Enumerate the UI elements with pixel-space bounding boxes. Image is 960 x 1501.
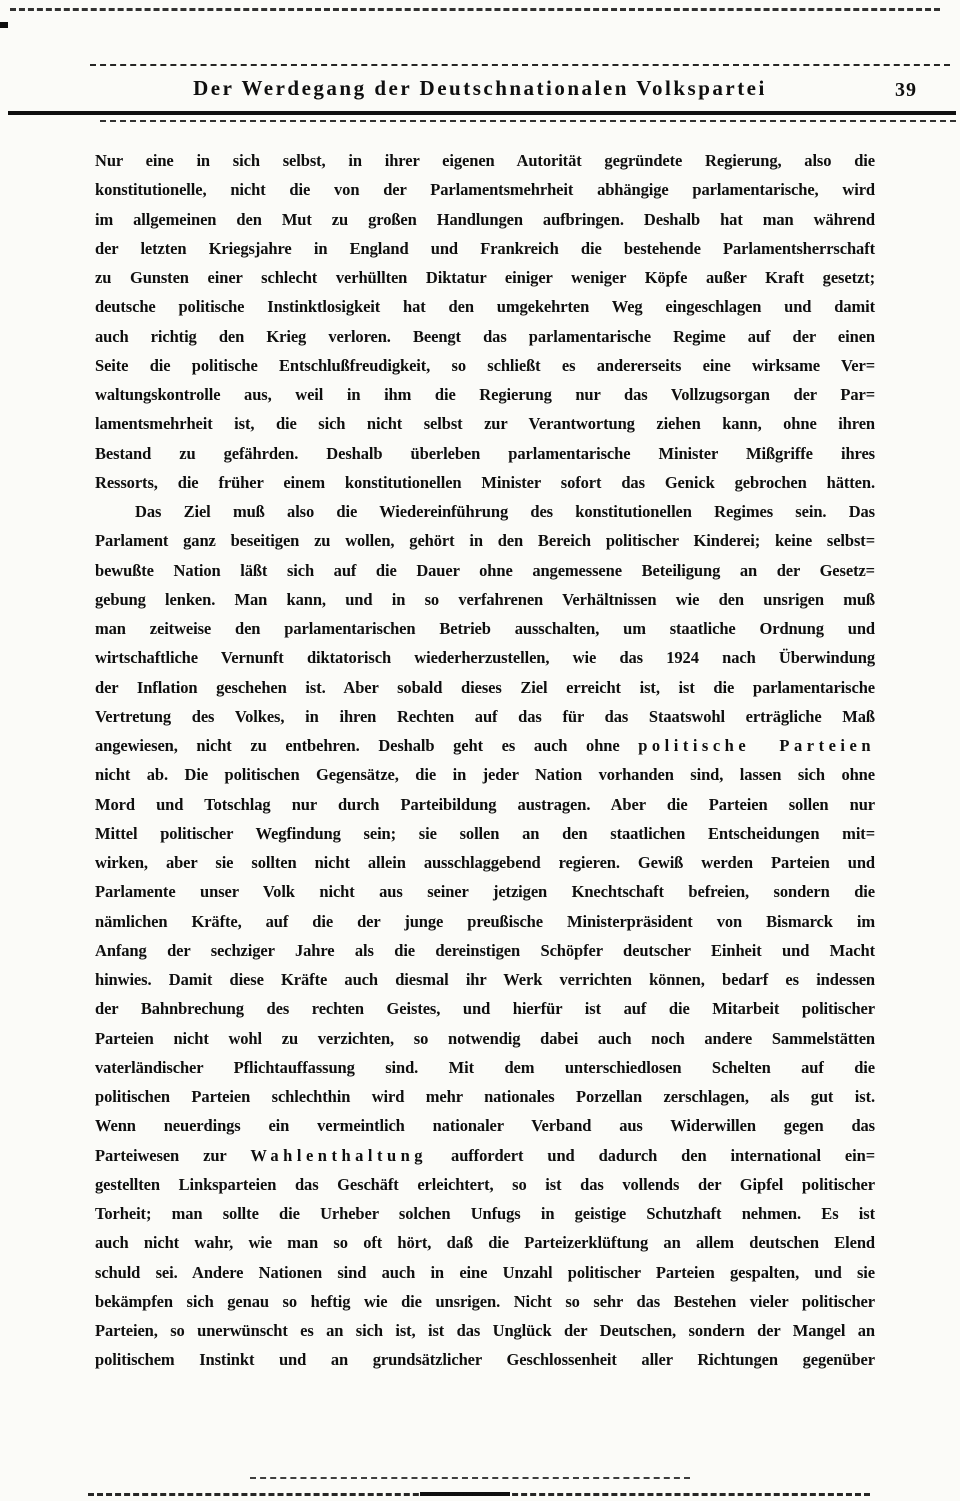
text-segment: der letzten Kriegsjahre in England und Frankreich die bestehende Parlamentsherrschaft	[95, 238, 875, 258]
text-segment: auch richtig den Krieg verloren. Beengt das parlamentarische Regime auf der einen	[95, 326, 875, 346]
text-segment: politischem Instinkt und an grundsätzlicher Geschlossenheit aller Richtungen gegenüber	[95, 1350, 875, 1370]
text-segment: Bestand zu gefährden. Deshalb überleben parlamentarische Minister Mißgriffe ihres	[95, 443, 875, 463]
text-segment: nicht ab. Die politischen Gegensätze, die in jeder Nation vorhanden sind, lassen sich ohne	[95, 765, 875, 785]
text-segment: deutsche politische Instinktlosigkeit hat den umgekehrten Weg eingeschlagen und damit	[95, 297, 875, 317]
text-line	[95, 497, 875, 526]
text-line	[95, 614, 875, 643]
text-segment: Parteiwesen zur	[95, 1145, 251, 1165]
text-line	[95, 1345, 875, 1374]
page-title: Der Werdegang der Deutschnationalen Volkspartei	[193, 76, 767, 100]
text-segment: lamentsmehrheit ist, die sich nicht selbst zur Verantwortung ziehen kann, ohne ihren	[95, 414, 875, 434]
text-line	[95, 994, 875, 1023]
text-line	[95, 1228, 875, 1257]
text-line	[95, 526, 875, 555]
text-segment: Parteien nicht wohl zu verzichten, so notwendig dabei auch noch andere Sammelstätten	[95, 1028, 875, 1048]
text-line	[95, 439, 875, 468]
text-segment: auch nicht wahr, wie man so oft hört, daß die Parteizerklüftung an allem deutschen Elend	[95, 1233, 875, 1253]
text-line	[95, 1199, 875, 1228]
text-line	[95, 1287, 875, 1316]
text-line	[95, 556, 875, 585]
text-line	[95, 760, 875, 789]
text-line	[95, 790, 875, 819]
text-segment: im allgemeinen den Mut zu großen Handlungen aufbringen. Deshalb hat man während	[95, 209, 875, 229]
text-line	[95, 585, 875, 614]
header-rule-thin	[90, 64, 950, 66]
text-segment: bekämpfen sich genau so heftig wie die unsrigen. Nicht so sehr das Bestehen vieler politischer	[95, 1291, 875, 1311]
text-segment: schuld sei. Andere Nationen sind auch in eine Unzahl politischer Parteien gespalten, und sie	[95, 1262, 875, 1282]
text-segment: vaterländischer Pflichtauffassung sind. Mit dem unterschiedlosen Schelten auf die	[95, 1057, 875, 1077]
body-text	[95, 146, 875, 1375]
text-segment: der Bahnbrechung des rechten Geistes, und hierfür ist auf die Mitarbeit politischer	[95, 999, 875, 1019]
text-line	[95, 643, 875, 672]
text-line	[95, 409, 875, 438]
text-line	[95, 819, 875, 848]
text-segment: Nur eine in sich selbst, in ihrer eigenen Autorität gegründete Regierung, also die	[95, 151, 875, 170]
scan-artifact-bottom	[250, 1477, 690, 1479]
text-segment: Das Ziel muß also die Wiedereinführung des konstitutionellen Regimes sein. Das	[135, 502, 875, 521]
text-line	[95, 1024, 875, 1053]
text-segment: Wenn neuerdings ein vermeintlich nationaler Verband aus Widerwillen gegen das	[95, 1116, 875, 1136]
running-header	[0, 76, 960, 110]
text-line	[95, 175, 875, 204]
text-segment: politischen Parteien schlechthin wird mehr nationales Porzellan zerschlagen, als gut ist.	[95, 1087, 875, 1106]
text-line	[95, 673, 875, 702]
page-number: 39	[895, 79, 917, 101]
text-line	[95, 907, 875, 936]
text-segment: Parteien, so unerwünscht es an sich ist, ist das Unglück der Deutschen, sondern der Mangel an	[95, 1321, 875, 1340]
text-segment: Ressorts, die früher einem konstitutionellen Minister sofort das Genick gebrochen hätten.	[95, 472, 875, 492]
emphasized-text: politische Parteien	[638, 736, 875, 755]
text-line	[95, 1170, 875, 1199]
text-line	[95, 848, 875, 877]
text-segment: Anfang der sechziger Jahre als die dereinstigen Schöpfer deutscher Einheit und Macht	[95, 940, 875, 960]
text-segment: Mittel politischer Wegfindung sein; sie sollen an den staatlichen Entscheidungen mit=	[95, 823, 875, 843]
text-segment: Parlament ganz beseitigen zu wollen, gehört in den Bereich politischer Kinderei; keine selbst=	[95, 531, 875, 551]
header-rule-thick	[8, 111, 956, 115]
text-line	[95, 234, 875, 263]
text-line	[95, 702, 875, 731]
scan-artifact-top	[10, 8, 940, 11]
text-segment: Torheit; man sollte die Urheber solchen Unfugs in geistige Schutzhaft nehmen. Es ist	[95, 1204, 875, 1223]
text-line	[95, 1111, 875, 1140]
text-segment: angewiesen, nicht zu entbehren. Deshalb geht es auch ohne	[95, 736, 639, 755]
text-segment: Seite die politische Entschlußfreudigkeit, so schließt es andererseits eine wirksame Ver=	[95, 355, 875, 375]
scan-artifact-corner	[0, 22, 8, 28]
text-line	[95, 1082, 875, 1111]
text-line	[95, 351, 875, 380]
text-segment: konstitutionelle, nicht die von der Parlamentsmehrheit abhängige parlamentarische, wird	[95, 180, 875, 200]
text-segment: Parlamente unser Volk nicht aus seiner jetzigen Knechtschaft befreien, sondern die	[95, 882, 875, 902]
text-segment: Vertretung des Volkes, in ihren Rechten auf das für das Staatswohl erträgliche Maß	[95, 706, 875, 726]
header-rule-dashed	[100, 120, 956, 122]
text-line	[95, 936, 875, 965]
text-line	[95, 1258, 875, 1287]
text-line	[95, 146, 875, 175]
text-line	[95, 1053, 875, 1082]
text-segment: der Inflation geschehen ist. Aber sobald dieses Ziel erreicht ist, ist die parlamentarische	[95, 677, 875, 697]
text-segment: wirtschaftliche Vernunft diktatorisch wiederherzustellen, wie das 1924 nach Überwindung	[95, 648, 875, 668]
text-segment: gebung lenken. Man kann, und in so verfahrenen Verhältnissen wie den unsrigen muß	[95, 589, 875, 609]
text-segment: man zeitweise den parlamentarischen Betrieb ausschalten, um staatliche Ordnung und	[95, 619, 875, 638]
text-line	[95, 731, 875, 760]
scan-artifact-bottom-edge	[88, 1493, 870, 1496]
text-segment: gestellten Linksparteien das Geschäft erleichtert, so ist das vollends der Gipfel politischer	[95, 1174, 875, 1194]
text-segment: bewußte Nation läßt sich auf die Dauer ohne angemessene Beteiligung an der Gesetz=	[95, 560, 875, 580]
text-line	[95, 263, 875, 292]
text-segment: nämlichen Kräfte, auf die der junge preußische Ministerpräsident von Bismarck im	[95, 911, 875, 931]
text-segment: zu Gunsten einer schlecht verhüllten Diktatur einiger weniger Köpfe außer Kraft gesetzt;	[95, 268, 875, 287]
text-segment: Mord und Totschlag nur durch Parteibildung austragen. Aber die Parteien sollen nur	[95, 794, 875, 814]
text-line	[95, 380, 875, 409]
text-segment: waltungskontrolle aus, weil in ihm die Regierung nur das Vollzugsorgan der Par=	[95, 385, 875, 404]
text-line	[95, 205, 875, 234]
emphasized-text: Wahlenthaltung	[250, 1145, 428, 1165]
text-line	[95, 877, 875, 906]
text-line	[95, 1141, 875, 1170]
text-line	[95, 965, 875, 994]
text-segment: hinwies. Damit diese Kräfte auch diesmal ihr Werk verrichten können, bedarf es indessen	[95, 970, 875, 989]
text-segment: wirken, aber sie sollten nicht allein ausschlaggebend regieren. Gewiß werden Parteien und	[95, 853, 875, 872]
text-segment: auffordert und dadurch den international ein=	[427, 1145, 876, 1165]
text-line	[95, 322, 875, 351]
text-line	[95, 1316, 875, 1345]
text-line	[95, 292, 875, 321]
text-line	[95, 468, 875, 497]
